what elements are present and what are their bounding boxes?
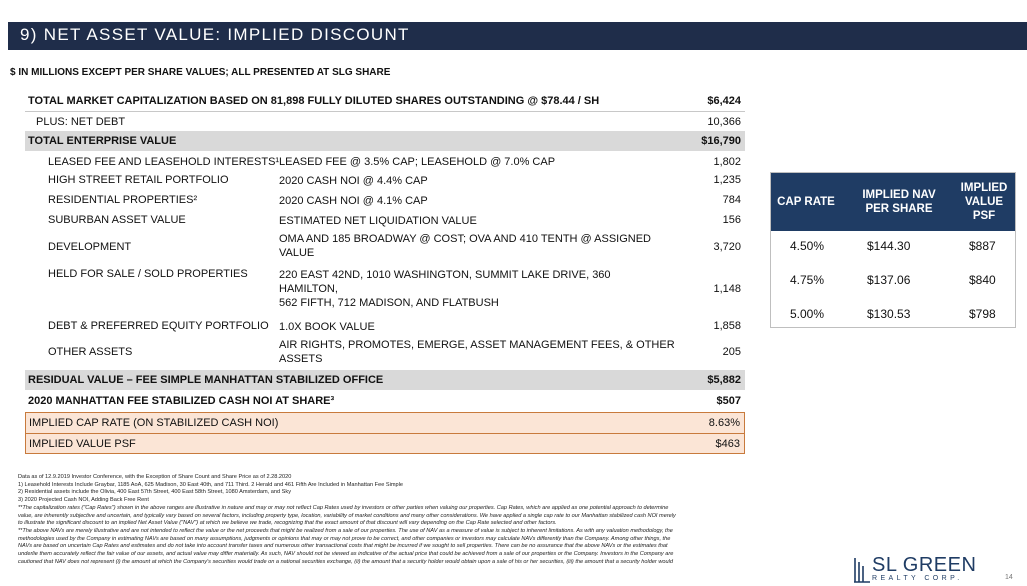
- footnotes: [18, 474, 863, 566]
- row-label: PLUS: NET DEBT: [36, 116, 126, 128]
- row-total-ev: [25, 131, 745, 151]
- nav-cell: $137.06: [867, 273, 911, 287]
- page-number: 14: [1005, 574, 1013, 581]
- row-description: 2020 CASH NOI @ 4.4% CAP: [279, 175, 428, 187]
- row-label: TOTAL MARKET CAPITALIZATION BASED ON 81,898 FULLY DILUTED SHARES OUTSTANDING @ $78.44 / SH: [28, 95, 600, 107]
- row-label: HIGH STREET RETAIL PORTFOLIO: [48, 174, 229, 186]
- row-value: 205: [722, 346, 741, 358]
- row-label: 2020 MANHATTAN FEE STABILIZED CASH NOI AT SHARE³: [28, 395, 335, 407]
- row-value: 1,802: [713, 156, 741, 168]
- footnote: Data as of 12.9.2019 Investor Conference, with the Exception of Share Count and Share Price as of 2.28.2020: [18, 474, 292, 480]
- description-line: HAMILTON,: [279, 283, 338, 295]
- row-value: 1,235: [713, 174, 741, 186]
- header-line: VALUE: [964, 196, 1004, 208]
- row-value: 156: [722, 214, 741, 226]
- row-leased-fee: [25, 151, 745, 171]
- header-cap-rate: CAP RATE: [777, 196, 835, 208]
- row-label: DEVELOPMENT: [48, 241, 132, 253]
- row-description: [279, 268, 679, 310]
- row-label: HELD FOR SALE / SOLD PROPERTIES: [48, 268, 248, 280]
- row-other-assets: [25, 336, 745, 370]
- cap-rate-table: [770, 172, 1016, 328]
- cap-rate-cell: 4.75%: [790, 273, 825, 287]
- sl-green-logo: [852, 554, 1002, 584]
- footnote: **The capitalization rates ("Cap Rates") shown in the above ranges are illustrative in nature and may or may not reflect Cap Rates used by investors or other parties when valuing our properties. Cap Rates, which are applied as one potential approach to determine: [18, 504, 669, 511]
- cap-rate-cell: 4.50%: [790, 239, 825, 253]
- header-line: IMPLIED: [960, 182, 1008, 194]
- footnote: value, are inherently subjective and uncertain, and typically vary based on several factors, including property type, location, variability of market conditions and many other considerations. We have applied a single cap rate to our Manhattan stabilized cash NOI merely: [18, 512, 676, 519]
- row-debt-preferred: [25, 316, 745, 336]
- title-bar: [8, 22, 1027, 50]
- row-label: OTHER ASSETS: [48, 346, 133, 358]
- row-net-debt: [25, 112, 745, 131]
- cap-rate-row: [771, 301, 1015, 327]
- nav-cell: $144.30: [867, 239, 911, 253]
- cap-rate-row: [771, 267, 1015, 293]
- nav-cell: $130.53: [867, 307, 911, 321]
- row-description: 1.0X BOOK VALUE: [279, 321, 375, 333]
- row-value: $463: [715, 438, 740, 450]
- row-value: 10,366: [707, 116, 741, 128]
- description-line: 220 EAST 42ND, 1010 WASHINGTON, SUMMIT LAKE DRIVE, 360: [279, 269, 611, 281]
- row-value: $507: [716, 395, 741, 407]
- row-development: [25, 231, 745, 265]
- footnote: methodologies used by the Company in estimating NAVs are based on many assumptions, judgments or opinions that may or may not prove to be correct, and other companies or investors may calculate NAVs differently than the Company. Among other things, the: [18, 535, 671, 542]
- row-value: $16,790: [701, 135, 741, 147]
- psf-cell: $887: [969, 239, 996, 253]
- header-implied-nav: [847, 188, 951, 216]
- row-label: LEASED FEE AND LEASEHOLD INTERESTS¹: [48, 156, 280, 168]
- slide-header: [0, 0, 1027, 56]
- row-retail: [25, 171, 745, 191]
- logo-subtitle: REALTY CORP.: [872, 575, 963, 582]
- row-value: 1,858: [713, 320, 741, 332]
- row-implied-psf: [25, 433, 745, 454]
- row-value: 8.63%: [708, 417, 740, 429]
- row-market-cap: [25, 91, 745, 112]
- cap-rate-cell: 5.00%: [790, 307, 825, 321]
- description-line: 562 FIFTH, 712 MADISON, AND FLATBUSH: [279, 297, 499, 309]
- row-description: 2020 CASH NOI @ 4.1% CAP: [279, 195, 428, 207]
- row-value: $6,424: [707, 95, 741, 107]
- psf-cell: $840: [969, 273, 996, 287]
- footnote: 1) Leasehold Interests Include Graybar, 1185 AoA, 625 Madison, 30 East 40th, and 711 Third. 2 Herald and 461 Fifth Are Included in Manhattan Fee Simple: [18, 481, 403, 488]
- units-subtitle: $ IN MILLIONS EXCEPT PER SHARE VALUES; ALL PRESENTED AT SLG SHARE: [10, 67, 391, 78]
- row-label: RESIDUAL VALUE – FEE SIMPLE MANHATTAN STABILIZED OFFICE: [28, 374, 384, 386]
- row-label: SUBURBAN ASSET VALUE: [48, 214, 186, 226]
- row-value: 3,720: [713, 241, 741, 253]
- row-label: TOTAL ENTERPRISE VALUE: [28, 135, 177, 147]
- row-value: $5,882: [707, 374, 741, 386]
- header-line: PSF: [972, 210, 996, 222]
- logo-name: SL GREEN: [872, 554, 977, 576]
- row-suburban: [25, 211, 745, 231]
- footnote: 2) Residential assets include the Olivia, 400 East 57th Street, 400 East 58th Street, 1080 Amsterdam, and Sky: [18, 489, 292, 496]
- row-residual-value: [25, 370, 745, 390]
- psf-cell: $798: [969, 307, 996, 321]
- page-title: 9) NET ASSET VALUE: IMPLIED DISCOUNT: [20, 25, 410, 44]
- header-line: PER SHARE: [865, 203, 933, 215]
- header-implied-psf: [953, 181, 1015, 223]
- footnote: to illustrate the significant discount to an implied Net Asset Value ("NAV") at which we believe we trade, recognizing that the exact amount of that discount will vary depending on the Cap Rate selected and other factors.: [18, 520, 557, 527]
- row-implied-cap-rate: [25, 412, 745, 433]
- row-description: LEASED FEE @ 3.5% CAP; LEASEHOLD @ 7.0% CAP: [279, 156, 556, 168]
- row-description: OMA AND 185 BROADWAY @ COST; OVA AND 410 TENTH @ ASSIGNED VALUE: [279, 233, 651, 259]
- row-description: ESTIMATED NET LIQUIDATION VALUE: [279, 215, 477, 227]
- footnote: underlie them accurately reflect the fair value of our assets, and actual value may differ materially. As such, NAV should not be viewed as indicative of the actual price that could be achieved from a sale of our properties or the Company. Investors in the Company are: [18, 551, 674, 558]
- footnote: cautioned that NAV does not represent (i) the amount at which the Company's securities would trade on a national securities exchange, (ii) the amount that a security holder would obtain upon a sale of his or her securities, (iii) the amount that a security holder would: [18, 558, 673, 565]
- cap-rate-table-header: [771, 173, 1015, 231]
- row-description: AIR RIGHTS, PROMOTES, EMERGE, ASSET MANAGEMENT FEES, & OTHER ASSETS: [279, 339, 675, 365]
- footnote: 3) 2020 Projected Cash NOI, Adding Back Free Rent: [18, 497, 149, 504]
- row-label: RESIDENTIAL PROPERTIES²: [48, 194, 198, 206]
- row-value: 784: [722, 194, 741, 206]
- row-noi: [25, 390, 745, 412]
- logo-mark-icon: [852, 556, 872, 583]
- row-label: DEBT & PREFERRED EQUITY PORTFOLIO: [48, 320, 269, 332]
- header-line: IMPLIED NAV: [862, 189, 936, 201]
- footnote: NAVs are based on uncertain Cap Rates and estimates and do not take into account transfer taxes and numerous other transactional costs that might be incurred if we sought to sell properties. There can be no assurance that the above NAVs or the estimates that: [18, 543, 668, 550]
- row-held-for-sale: [25, 265, 745, 316]
- row-label: IMPLIED VALUE PSF: [29, 438, 136, 450]
- row-value: 1,148: [713, 283, 741, 295]
- cap-rate-row: [771, 233, 1015, 259]
- row-label: IMPLIED CAP RATE (ON STABILIZED CASH NOI): [29, 417, 279, 429]
- footnote: **The above NAVs are merely illustrative and are not intended to reflect the value or the net proceeds that might be realized from a sale of our properties. The use of NAV as a measure of value is subject to inherent limitations. As with any valuation methodology, the: [18, 527, 673, 534]
- nav-table: [25, 91, 745, 454]
- row-residential: [25, 191, 745, 211]
